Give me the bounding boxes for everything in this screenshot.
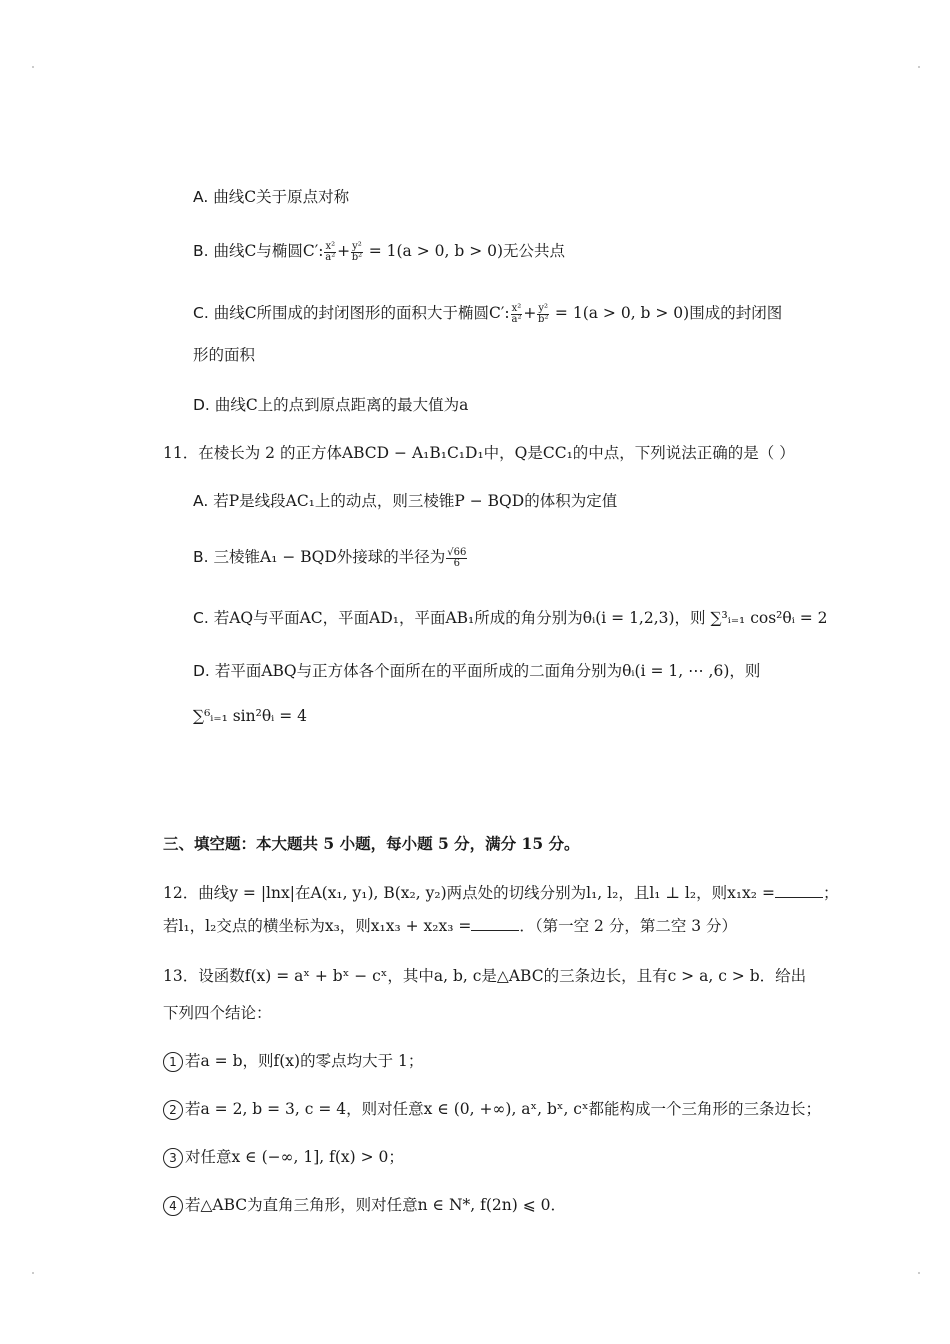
section-heading: 三、填空题：本大题共 5 小题，每小题 5 分，满分 15 分。 (163, 834, 580, 853)
answer-blank (471, 916, 519, 931)
q13-line-1: 13．设函数f(x) = aˣ + bˣ − cˣ，其中a, b, c是△ABC的三条边长，且有c > a, c > b．给出 (163, 967, 807, 985)
option-text-prefix: 三棱锥A₁ − BQD外接球的半径为 (213, 548, 446, 566)
option-label: C. (193, 304, 209, 322)
fraction-denominator: a² (511, 313, 522, 325)
fraction-denominator: a² (325, 251, 336, 263)
q12-text: 12．曲线y = |lnx|在A(x₁, y₁), B(x₂, y₂)两点处的切线分别为l₁, l₂，且l₁ ⊥ l₂，则x₁x₂ = (163, 884, 775, 902)
q13-line-2: 下列四个结论： (163, 1004, 272, 1022)
q13-conclusion-4 (163, 1194, 566, 1216)
q12-line-2 (163, 915, 737, 937)
q13-conclusion-1 (163, 1050, 423, 1072)
q10-option-c (193, 302, 782, 325)
option-text: 若平面ABQ与正方体各个面所在的平面所成的二面角分别为θᵢ(i = 1, ⋯ ,6)，则 (214, 662, 761, 680)
answer-blank (775, 883, 823, 898)
conclusion-text: 若a = 2, b = 3, c = 4，则对任意x ∈ (0, +∞), aˣ, bˣ, cˣ都能构成一个三角形的三条边长； (185, 1100, 822, 1118)
q11-option-a (193, 490, 617, 512)
fraction-sqrt66-6 (446, 548, 467, 569)
scan-speck (32, 66, 34, 68)
fraction-numerator: √66 (447, 546, 467, 558)
fraction-numerator: y² (538, 302, 548, 314)
fraction-numerator: x² (511, 302, 522, 314)
option-text: 若P是线段AC₁上的动点，则三棱锥P − BQD的体积为定值 (213, 492, 618, 510)
fraction-y2-b2 (537, 304, 549, 325)
option-text-suffix: = 1(a > 0, b > 0)围成的封闭图 (554, 304, 783, 322)
conclusion-text: 对任意x ∈ (−∞, 1], f(x) > 0； (185, 1148, 404, 1166)
option-label: A. (193, 492, 209, 510)
fraction-denominator: b² (351, 251, 363, 263)
circled-number: 4 (163, 1196, 183, 1216)
circled-number: 3 (163, 1148, 183, 1168)
option-label: B. (193, 548, 209, 566)
fraction-y2-b2 (351, 242, 363, 263)
option-text-prefix: 曲线C与椭圆C′: (213, 242, 324, 260)
q11-option-d-continued: ∑⁶ᵢ₌₁ sin²θᵢ = 4 (193, 707, 307, 725)
scan-speck (918, 1272, 920, 1274)
q10-option-d (193, 394, 468, 416)
q10-option-a (193, 186, 349, 208)
option-label: B. (193, 242, 209, 260)
scan-speck (918, 66, 920, 68)
option-text: 若AQ与平面AC，平面AD₁，平面AB₁所成的角分别为θᵢ(i = 1,2,3)，则 ∑³ᵢ₌₁ cos²θᵢ = 2 (213, 609, 828, 627)
plus-sign: + (337, 242, 351, 260)
option-text-suffix: = 1(a > 0, b > 0)无公共点 (368, 242, 566, 260)
fraction-denominator: b² (537, 313, 549, 325)
fraction-denominator: 6 (453, 557, 461, 569)
q12-text-end: ．（第一空 2 分，第二空 3 分） (519, 917, 738, 935)
fraction-x2-a2 (511, 304, 523, 325)
q11-stem: 11．在棱长为 2 的正方体ABCD − A₁B₁C₁D₁中，Q是CC₁的中点，下列说法正确的是（ ） (163, 444, 795, 462)
q13-conclusion-3 (163, 1146, 404, 1168)
option-text-prefix: 曲线C所围成的封闭图形的面积大于椭圆C′: (213, 304, 510, 322)
q10-option-b (193, 240, 565, 263)
fraction-numerator: x² (325, 240, 336, 252)
circled-number: 1 (163, 1052, 183, 1072)
q12-line-1 (163, 882, 838, 904)
q11-option-d (193, 660, 760, 682)
option-text: 曲线C上的点到原点距离的最大值为a (214, 396, 469, 414)
q10-option-c-continued: 形的面积 (193, 346, 256, 364)
q12-text: 若l₁，l₂交点的横坐标为x₃，则x₁x₃ + x₂x₃ = (163, 917, 472, 935)
option-label: D. (193, 396, 210, 414)
option-label: D. (193, 662, 210, 680)
conclusion-text: 若△ABC为直角三角形，则对任意n ∈ N*, f(2n) ⩽ 0． (185, 1196, 567, 1214)
conclusion-text: 若a = b，则f(x)的零点均大于 1； (185, 1052, 424, 1070)
option-label: C. (193, 609, 209, 627)
option-label: A. (193, 188, 209, 206)
circled-number: 2 (163, 1100, 183, 1120)
option-text: 曲线C关于原点对称 (213, 188, 350, 206)
q12-text-end: ； (822, 884, 839, 902)
q13-conclusion-2 (163, 1098, 821, 1120)
fraction-numerator: y² (352, 240, 362, 252)
scan-speck (32, 1272, 34, 1274)
plus-sign: + (523, 304, 537, 322)
q11-option-b (193, 546, 468, 569)
q11-option-c (193, 607, 828, 629)
fraction-x2-a2 (324, 242, 336, 263)
